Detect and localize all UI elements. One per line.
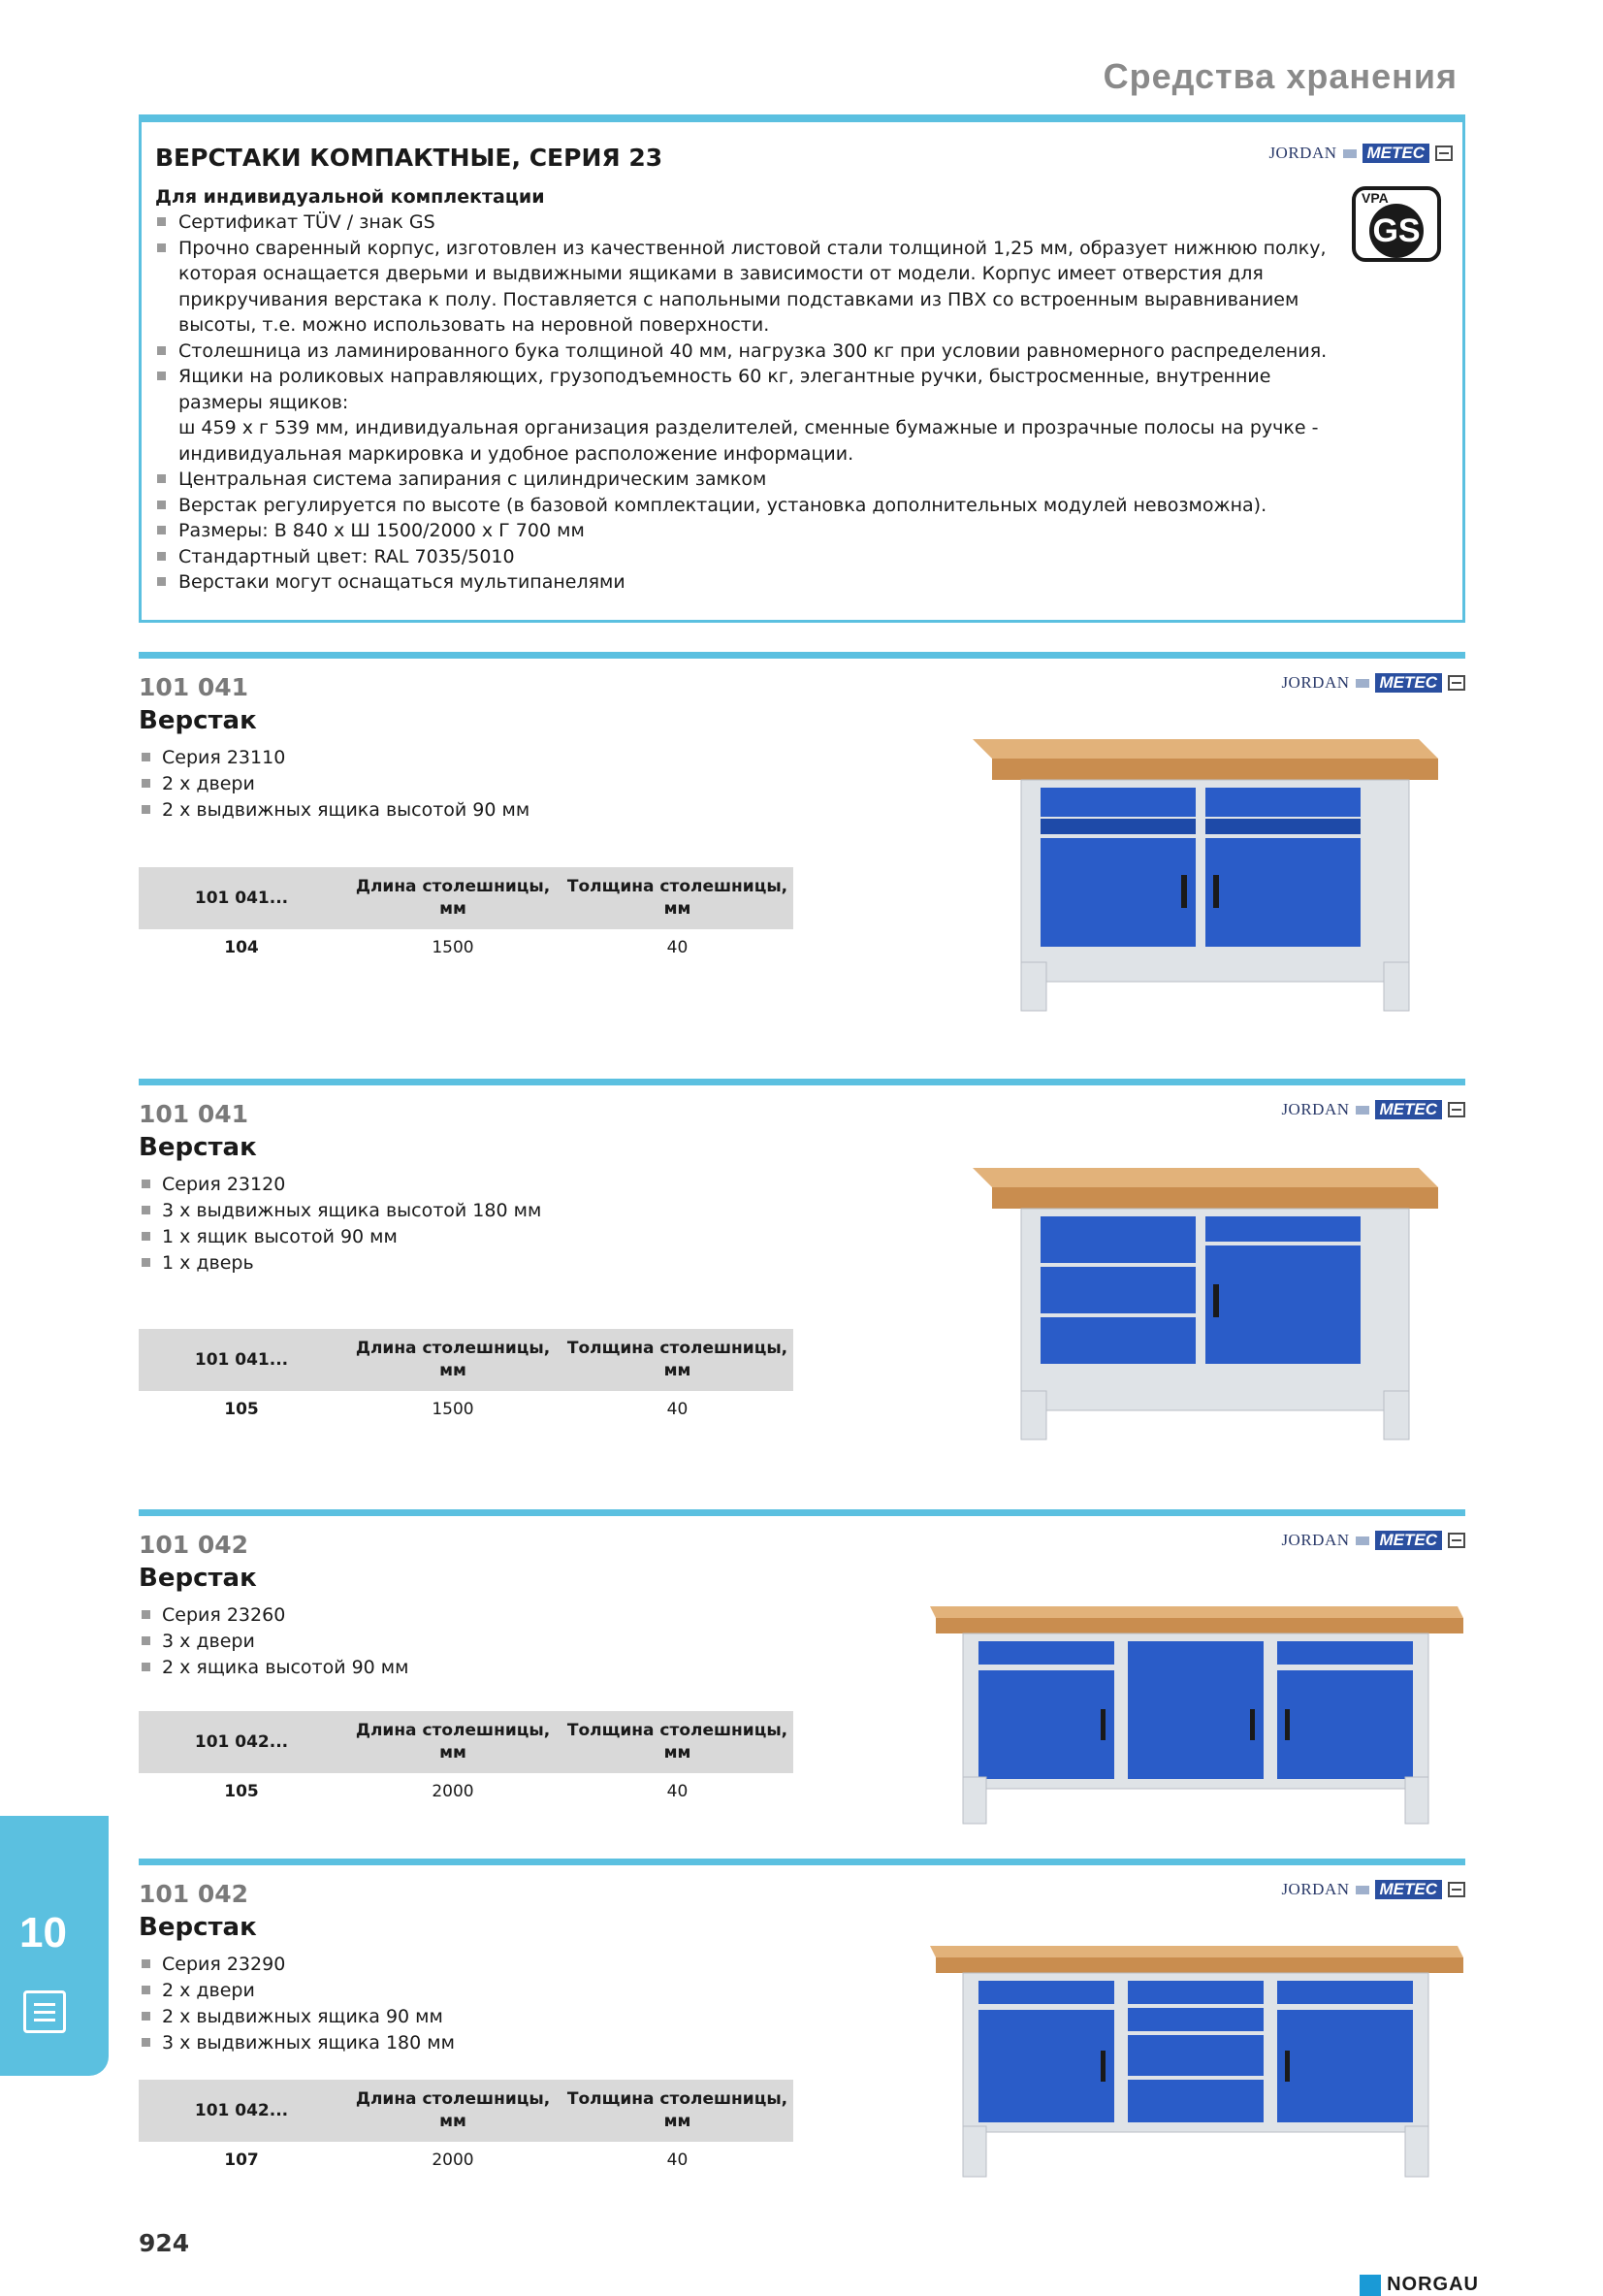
product-block [139,1509,1465,1839]
workbench-23120-image [963,1158,1448,1449]
product-name: Верстак [139,1913,257,1942]
brand-logos [1281,1100,1465,1119]
flag-icon [1356,1106,1369,1115]
spec-cell-length: 2000 [432,2150,474,2170]
spec-row [139,1391,793,1428]
brand-logos [1268,144,1453,163]
intro-bullet: Верстак регулируется по высоте (в базовой комплектации, установка дополнительных модулей невозможна). [155,493,1338,519]
spec-header-code: 101 041... [139,1329,344,1391]
brand-logos [1281,1880,1465,1899]
flag-icon [1356,1536,1369,1545]
jordan-logo: JORDAN [1281,1531,1350,1549]
workbench-23290-image [924,1942,1467,2190]
feature-item: 1 х дверь [139,1250,541,1277]
vpa-label: VPA [1362,190,1389,206]
feature-item: 3 х двери [139,1629,408,1655]
spec-header-code: 101 041... [139,867,344,929]
intro-bullet: Сертификат TÜV / знак GS [155,210,1338,236]
feature-item: 2 х выдвижных ящика 90 мм [139,2004,455,2030]
spec-header-thickness: Толщина столешницы, мм [561,1711,793,1773]
workbench-23260-image [924,1602,1467,1835]
flag-icon [1356,1886,1369,1894]
cabinet-icon [23,1990,66,2033]
spec-header-thickness: Толщина столешницы, мм [561,867,793,929]
product-name: Верстак [139,1133,257,1162]
flag-icon [1356,679,1369,688]
metec-logo: METEC [1375,673,1443,693]
spec-table [139,2080,793,2179]
feature-list [139,1602,408,1681]
chapter-tab [0,1816,109,2076]
spec-table [139,867,793,966]
section-divider [139,1859,1465,1865]
spec-row [139,1773,793,1810]
spec-header-length: Длина столешницы, мм [344,2080,561,2142]
logo-square-icon [1360,2275,1381,2296]
spec-table [139,1711,793,1810]
spec-header-row [139,867,793,929]
feature-item: Серия 23120 [139,1172,541,1198]
spec-header-row [139,1711,793,1773]
feature-list [139,745,529,824]
spec-header-code: 101 042... [139,2080,344,2142]
product-name: Верстак [139,1564,257,1593]
gs-certificate-badge [1352,186,1441,262]
flag-icon [1343,149,1357,158]
spec-cell-code: 105 [224,1400,259,1419]
intro-bullet: Столешница из ламинированного бука толщиной 40 мм, нагрузка 300 кг при условии равномерного распределения. [155,339,1338,365]
intro-subtitle: Для индивидуальной комплектации [155,186,545,208]
feature-list [139,1952,455,2056]
metec-logo: METEC [1375,1880,1443,1899]
spec-cell-thickness: 40 [666,1782,689,1801]
product-block [139,1859,1465,2188]
feature-item: 2 х ящика высотой 90 мм [139,1655,408,1681]
feature-item: 3 х выдвижных ящика 180 мм [139,2030,455,2056]
cabinet-icon [1448,1882,1465,1897]
spec-table [139,1329,793,1428]
cabinet-icon [1435,146,1453,161]
spec-cell-length: 1500 [432,938,474,957]
spec-header-row [139,2080,793,2142]
intro-bullet: Ящики на роликовых направляющих, грузоподъемность 60 кг, элегантные ручки, быстросменные, внутренние размеры ящиков: ш 459 х г 539 мм, индивидуальная организация разделителей, сменные бумажные и прозрачные полосы на ручке - индивидуальная маркировка и удобное расположение информации. [155,364,1338,467]
workbench-23110-image [963,729,1448,1020]
cabinet-icon [1448,1533,1465,1548]
product-block [139,1079,1465,1467]
cabinet-icon [1448,1102,1465,1117]
section-divider [139,1079,1465,1085]
spec-row [139,929,793,966]
spec-header-code: 101 042... [139,1711,344,1773]
product-code: 101 041 [139,1100,249,1128]
jordan-logo: JORDAN [1281,673,1350,692]
spec-header-row [139,1329,793,1391]
product-name: Верстак [139,706,257,735]
metec-logo: METEC [1375,1100,1443,1119]
gs-mark: GS [1369,204,1424,258]
norgau-logo [1360,2274,1479,2296]
spec-header-length: Длина столешницы, мм [344,1329,561,1391]
spec-cell-length: 1500 [432,1400,474,1419]
intro-bullet: Размеры: В 840 х Ш 1500/2000 х Г 700 мм [155,518,1338,544]
feature-list [139,1172,541,1277]
spec-row [139,2142,793,2179]
jordan-logo: JORDAN [1268,144,1337,162]
feature-item: Серия 23110 [139,745,529,771]
feature-item: Серия 23260 [139,1602,408,1629]
cabinet-icon [1448,675,1465,691]
feature-item: 2 х выдвижных ящика высотой 90 мм [139,797,529,824]
spec-header-length: Длина столешницы, мм [344,1711,561,1773]
product-code: 101 042 [139,1880,249,1908]
brand-logos [1281,1531,1465,1550]
brand-logos [1281,673,1465,693]
intro-bullet: Прочно сваренный корпус, изготовлен из качественной листовой стали толщиной 1,25 мм, образует нижнюю полку, которая оснащается дверьми и выдвижными ящиками в зависимости от модели. Корпус имеет отверстия для прикручивания верстака к полу. Поставляется с напольными подставками из ПВХ со встроенным выравниванием высоты, т.е. можно использовать на неровной поверхности. [155,236,1338,339]
metec-logo: METEC [1363,144,1430,163]
intro-title: ВЕРСТАКИ КОМПАКТНЫЕ, СЕРИЯ 23 [155,144,663,172]
product-code: 101 041 [139,673,249,701]
page-number: 924 [139,2229,190,2257]
spec-cell-thickness: 40 [666,2150,689,2170]
spec-header-thickness: Толщина столешницы, мм [561,1329,793,1391]
spec-header-thickness: Толщина столешницы, мм [561,2080,793,2142]
section-title: Средства хранения [1103,56,1458,96]
chapter-number: 10 [19,1909,67,1956]
feature-item: 2 х двери [139,1978,455,2004]
metec-logo: METEC [1375,1531,1443,1550]
feature-item: 1 х ящик высотой 90 мм [139,1224,541,1250]
spec-cell-thickness: 40 [666,938,689,957]
logo-text: NORGAU [1387,2274,1479,2295]
spec-cell-code: 104 [224,938,259,957]
intro-box [139,114,1465,623]
intro-bullets [155,210,1338,596]
section-divider [139,652,1465,659]
spec-cell-code: 107 [224,2150,259,2170]
product-block [139,652,1465,1040]
spec-cell-length: 2000 [432,1782,474,1801]
intro-bullet: Стандартный цвет: RAL 7035/5010 [155,544,1338,570]
spec-cell-thickness: 40 [666,1400,689,1419]
jordan-logo: JORDAN [1281,1100,1350,1118]
intro-bullet: Верстаки могут оснащаться мультипанелями [155,569,1338,596]
section-divider [139,1509,1465,1516]
spec-header-length: Длина столешницы, мм [344,867,561,929]
product-code: 101 042 [139,1531,249,1559]
jordan-logo: JORDAN [1281,1880,1350,1898]
intro-bullet: Центральная система запирания с цилиндрическим замком [155,467,1338,493]
feature-item: 2 х двери [139,771,529,797]
spec-cell-code: 105 [224,1782,259,1801]
feature-item: Серия 23290 [139,1952,455,1978]
feature-item: 3 х выдвижных ящика высотой 180 мм [139,1198,541,1224]
